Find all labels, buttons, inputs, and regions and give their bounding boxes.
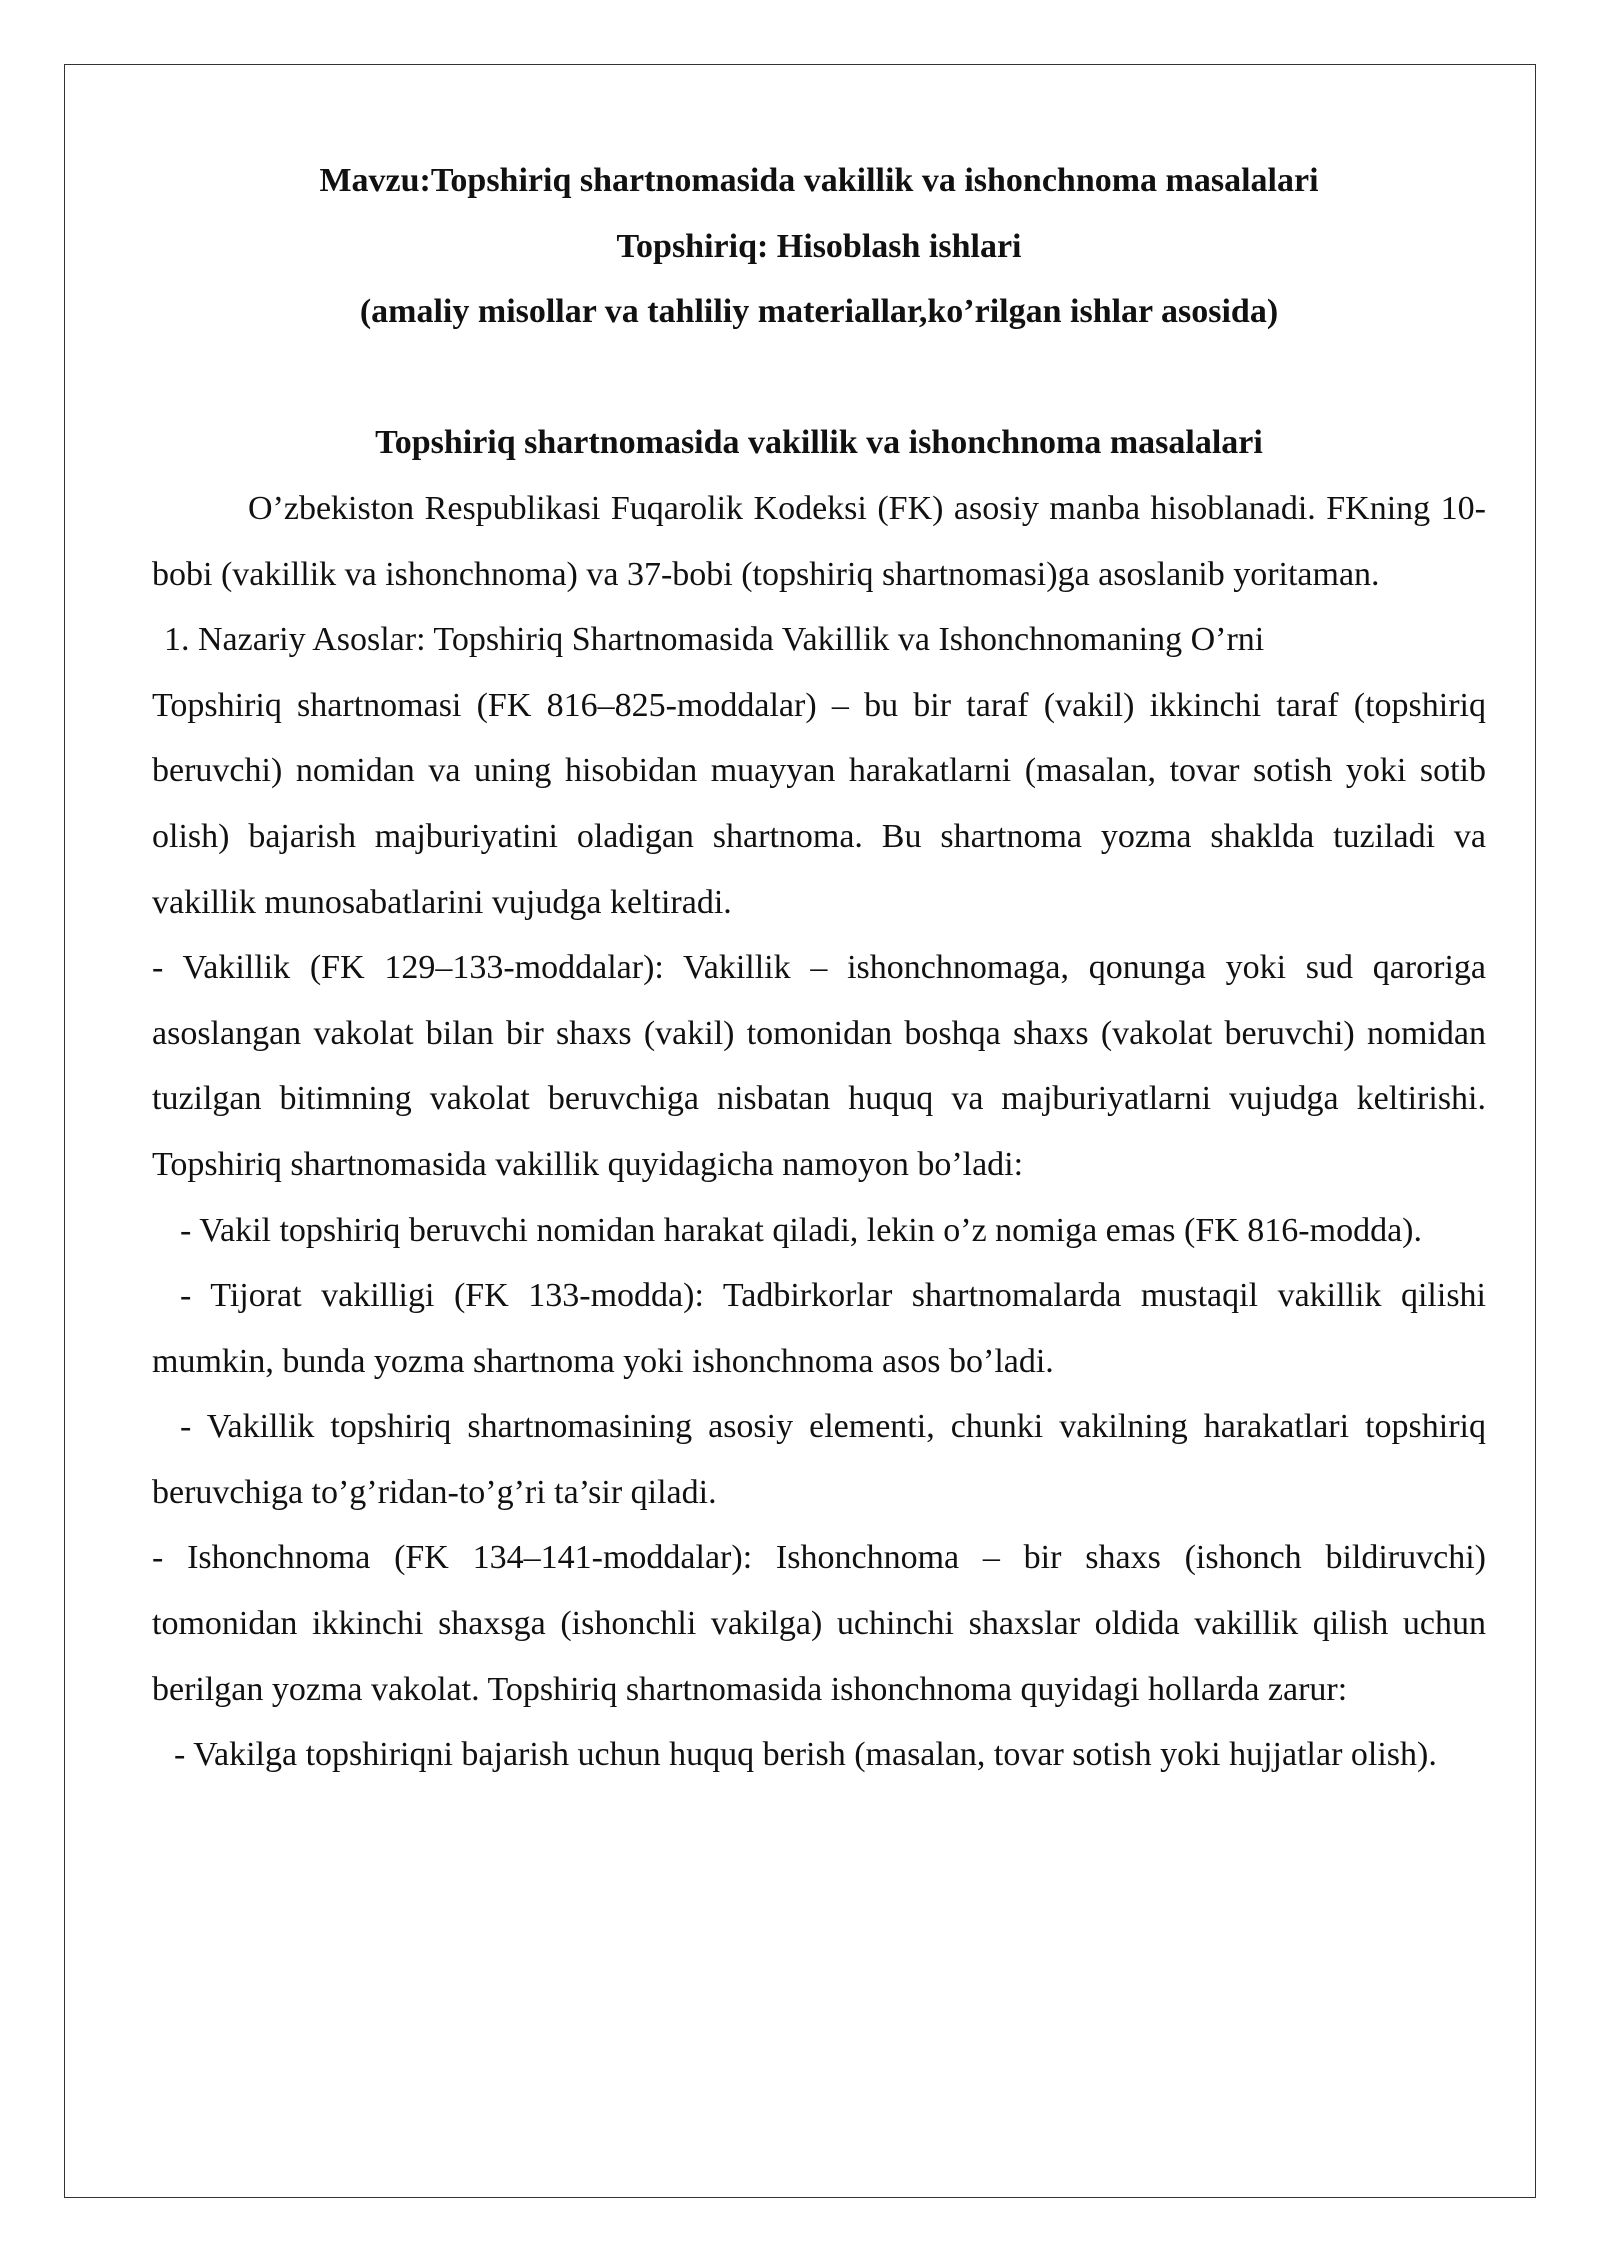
contract-definition-paragraph: Topshiriq shartnomasi (FK 816–825-moddalar) – bu bir taraf (vakil) ikkinchi taraf (topshiriq beruvchi) nomidan va uning hisobidan muayyan harakatlarni (masalan, tovar sotish yoki sotib olish) bajarish majburiyatini oladigan shartnoma. Bu shartnoma yozma shaklda tuziladi va vakillik munosabatlarini vujudga keltiradi. bbox=[152, 686, 1486, 921]
topic-title: Mavzu:Topshiriq shartnomasida vakillik va ishonchnoma masalalari bbox=[319, 162, 1319, 199]
list-item: - Tijorat vakilligi (FK 133-modda): Tadbirkorlar shartnomalarda mustaqil vakillik qilishi mumkin, bunda yozma shartnoma yoki ishonchnoma asos bo’ladi. bbox=[152, 1277, 1486, 1380]
representation-paragraph: - Vakillik (FK 129–133-moddalar): Vakillik – ishonchnomaga, qonunga yoki sud qaroriga asoslangan vakolat bilan bir shaxs (vakil) tomonidan boshqa shaxs (vakolat beruvchi) nomidan tuzilgan bitimning vakolat beruvchiga nisbatan huquq va majburiyatlarni vujudga keltirishi. Topshiriq shartnomasida vakillik quyidagicha namoyon bo’ladi: bbox=[152, 949, 1486, 1183]
power-of-attorney-paragraph: - Ishonchnoma (FK 134–141-moddalar): Ishonchnoma – bir shaxs (ishonch bildiruvchi) tomonidan ikkinchi shaxsga (ishonchli vakilga) uchinchi shaxslar oldida vakillik qilish uchun berilgan yozma vakolat. Topshiriq shartnomasida ishonchnoma quyidagi hollarda zarur: bbox=[152, 1539, 1486, 1708]
task-title: Topshiriq: Hisoblash ishlari bbox=[616, 227, 1022, 265]
intro-paragraph: O’zbekiston Respublikasi Fuqarolik Kodeksi (FK) asosiy manba hisoblanadi. FKning 10-bobi (vakillik va ishonchnoma) va 37-bobi (topshiriq shartnomasi)ga asoslanib yoritaman. bbox=[152, 489, 1486, 593]
task-subtitle: (amaliy misollar va tahliliy materiallar,ko’rilgan ishlar asosida) bbox=[359, 293, 1279, 331]
theory-heading: 1. Nazariy Asoslar: Topshiriq Shartnomasida Vakillik va Ishonchnomaning O’rni bbox=[164, 621, 1265, 659]
document-body bbox=[152, 148, 1486, 1788]
list-item: - Vakilga topshiriqni bajarish uchun huquq berish (masalan, tovar sotish yoki hujjatlar olish). bbox=[174, 1736, 1437, 1774]
list-item: - Vakil topshiriq beruvchi nomidan harakat qiladi, lekin o’z nomiga emas (FK 816-modda). bbox=[180, 1211, 1422, 1249]
section-title: Topshiriq shartnomasida vakillik va ishonchnoma masalalari bbox=[375, 424, 1263, 462]
blank-line bbox=[152, 345, 1486, 411]
list-item: - Vakillik topshiriq shartnomasining asosiy elementi, chunki vakilning harakatlari topshiriq beruvchiga to’g’ridan-to’g’ri ta’sir qiladi. bbox=[152, 1408, 1486, 1511]
